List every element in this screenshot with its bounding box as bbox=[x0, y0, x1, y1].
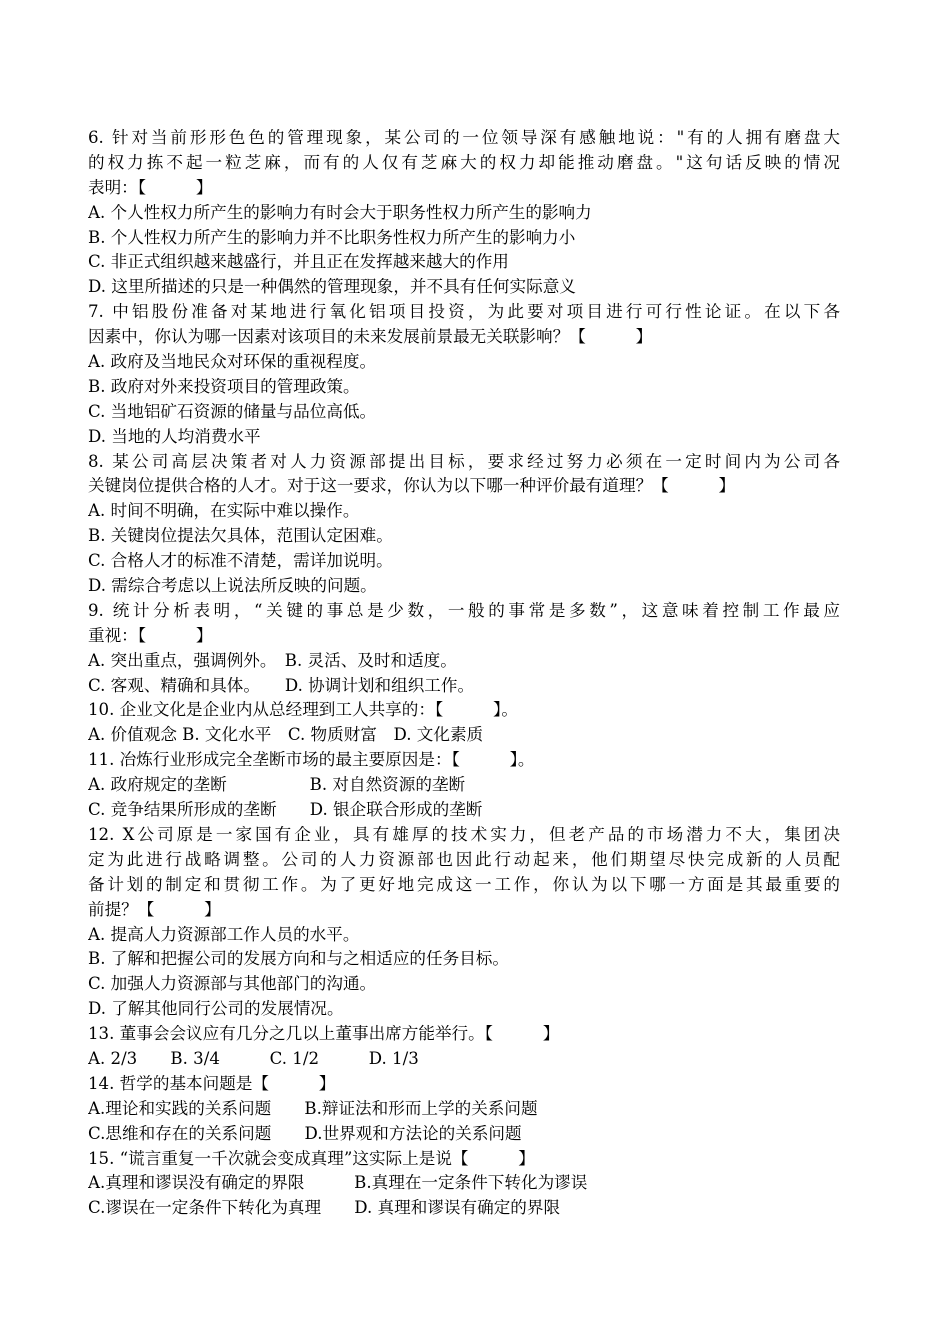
text-line: 10. 企业文化是企业内从总经理到工人共享的：【 】。 bbox=[88, 700, 518, 720]
text-line: A.理论和实践的关系问题 B.辩证法和形而上学的关系问题 bbox=[88, 1098, 538, 1118]
text-line: A. 政府及当地民众对环保的重视程度。 bbox=[88, 352, 377, 372]
text-line: A. 政府规定的垄断 B. 对自然资源的垄断 bbox=[88, 775, 466, 795]
text-line: D. 这里所描述的只是一种偶然的管理现象，并不具有任何实际意义 bbox=[88, 277, 576, 297]
text-line: 7. 中铝股份准备对某地进行氧化铝项目投资，为此要对项目进行可行性论证。在以下各 bbox=[88, 302, 840, 322]
text-line: 15. “谎言重复一千次就会变成真理”这实际上是说【 】 bbox=[88, 1148, 535, 1168]
text-line: 定为此进行战略调整。公司的人力资源部也因此行动起来，他们期望尽快完成新的人员配 bbox=[88, 849, 840, 869]
text-line: 8. 某公司高层决策者对人力资源部提出目标，要求经过努力必须在一定时间内为公司各 bbox=[88, 451, 840, 471]
text-line: A. 2/3 B. 3/4 C. 1/2 D. 1/3 bbox=[88, 1048, 419, 1068]
text-line: B. 政府对外来投资项目的管理政策。 bbox=[88, 376, 360, 396]
text-line: D. 需综合考虑以上说法所反映的问题。 bbox=[88, 576, 377, 596]
text-line: 前提？【 】 bbox=[88, 899, 221, 919]
text-line: 表明：【 】 bbox=[88, 177, 213, 197]
document-body bbox=[88, 126, 840, 1221]
text-line: C. 加强人力资源部与其他部门的沟通。 bbox=[88, 974, 377, 994]
text-line: 11. 冶炼行业形成完全垄断市场的最主要原因是：【 】。 bbox=[88, 750, 535, 770]
text-line: C. 非正式组织越来越盛行，并且正在发挥越来越大的作用 bbox=[88, 252, 509, 272]
text-line: C. 当地铝矿石资源的储量与品位高低。 bbox=[88, 401, 377, 421]
text-line: A. 时间不明确，在实际中难以操作。 bbox=[88, 501, 360, 521]
text-line: 14. 哲学的基本问题是【 】 bbox=[88, 1073, 336, 1093]
text-line: 重视：【 】 bbox=[88, 625, 213, 645]
text-line: C. 合格人才的标准不清楚，需详加说明。 bbox=[88, 551, 393, 571]
text-line: C.思维和存在的关系问题 D.世界观和方法论的关系问题 bbox=[88, 1123, 522, 1143]
text-line: 13. 董事会会议应有几分之几以上董事出席方能举行。【 】 bbox=[88, 1024, 560, 1044]
text-line: A. 价值观念 B. 文化水平 C. 物质财富 D. 文化素质 bbox=[88, 725, 484, 745]
text-line: 因素中，你认为哪一因素对该项目的未来发展前景最无关联影响？【 】 bbox=[88, 327, 653, 347]
text-line: D. 了解其他同行公司的发展情况。 bbox=[88, 999, 344, 1019]
text-line: B. 关键岗位提法欠具体，范围认定困难。 bbox=[88, 526, 393, 546]
text-line: 关键岗位提供合格的人才。对于这一要求，你认为以下哪一种评价最有道理？【 】 bbox=[88, 476, 736, 496]
text-line: D. 当地的人均消费水平 bbox=[88, 426, 261, 446]
text-line: A. 突出重点，强调例外。 B. 灵活、及时和适度。 bbox=[88, 650, 457, 670]
text-line: C. 客观、精确和具体。 D. 协调计划和组织工作。 bbox=[88, 675, 475, 695]
text-line: 的权力拣不起一粒芝麻，而有的人仅有芝麻大的权力却能推动磨盘。"这句话反映的情况 bbox=[88, 152, 840, 172]
text-line: 备计划的制定和贯彻工作。为了更好地完成这一工作，你认为以下哪一方面是其最重要的 bbox=[88, 874, 840, 894]
text-line: B. 个人性权力所产生的影响力并不比职务性权力所产生的影响力小 bbox=[88, 227, 576, 247]
text-line: A. 个人性权力所产生的影响力有时会大于职务性权力所产生的影响力 bbox=[88, 202, 592, 222]
text-line: 12. X公司原是一家国有企业，具有雄厚的技术实力，但老产品的市场潜力不大，集团决 bbox=[88, 824, 840, 844]
text-line: B. 了解和把握公司的发展方向和与之相适应的任务目标。 bbox=[88, 949, 509, 969]
text-line: 9. 统计分析表明，“关键的事总是少数，一般的事常是多数”，这意味着控制工作最应 bbox=[88, 600, 840, 620]
text-line: 6. 针对当前形形色色的管理现象，某公司的一位领导深有感触地说："有的人拥有磨盘大 bbox=[88, 128, 840, 147]
text-line: C.谬误在一定条件下转化为真理 D. 真理和谬误有确定的界限 bbox=[88, 1198, 561, 1218]
text-line: C. 竞争结果所形成的垄断 D. 银企联合形成的垄断 bbox=[88, 800, 483, 820]
text-line: A.真理和谬误没有确定的界限 B.真理在一定条件下转化为谬误 bbox=[88, 1173, 588, 1193]
text-line: A. 提高人力资源部工作人员的水平。 bbox=[88, 924, 360, 944]
